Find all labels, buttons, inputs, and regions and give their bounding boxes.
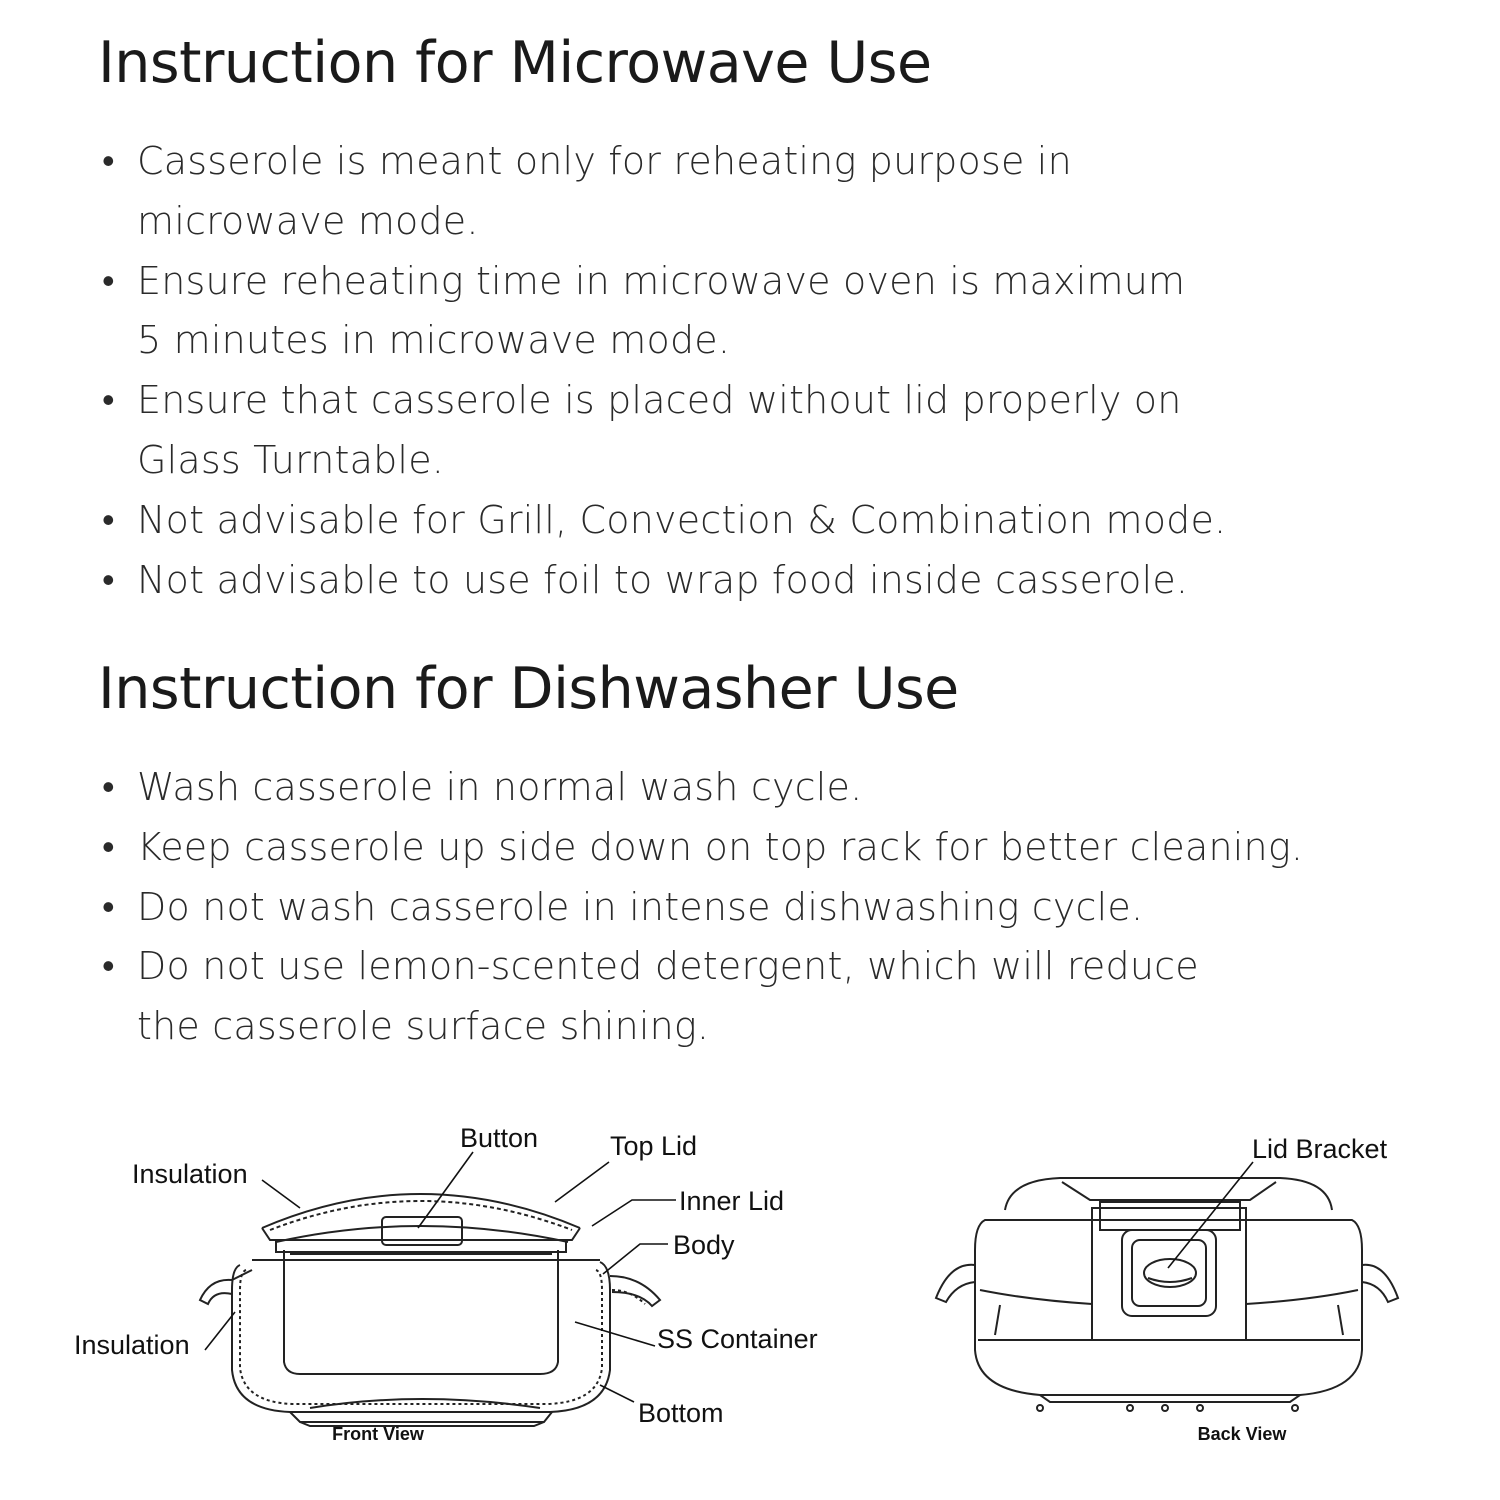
list-item: • Keep casserole up side down on top rack for better cleaning. <box>98 818 1398 878</box>
bullet-icon: • <box>102 559 115 601</box>
bullet-icon: • <box>102 141 115 182</box>
list-item: • Ensure that casserole is placed without lid properly on Glass Turntable. <box>98 371 1398 491</box>
back-view-caption: Back View <box>1197 1424 1287 1444</box>
front-view-drawing <box>200 1194 660 1426</box>
casserole-diagram <box>0 1090 1500 1490</box>
back-view-drawing <box>936 1178 1398 1411</box>
label-body: Body <box>673 1230 735 1260</box>
label-lid-bracket: Lid Bracket <box>1252 1134 1388 1164</box>
bullet-icon: • <box>102 260 115 302</box>
front-view-leader-lines <box>205 1152 676 1402</box>
list-item: • Not advisable for Grill, Convection & Combination mode. <box>98 491 1398 551</box>
bullet-icon: • <box>102 499 115 541</box>
microwave-instructions-list <box>98 132 1398 610</box>
label-insulation-top: Insulation <box>132 1159 248 1189</box>
label-insulation-side: Insulation <box>74 1330 190 1360</box>
label-bottom: Bottom <box>638 1398 724 1428</box>
list-item: • Do not use lemon-scented detergent, which will reduce the casserole surface shining. <box>98 937 1398 1057</box>
list-item: • Not advisable to use foil to wrap food inside casserole. <box>98 551 1398 611</box>
label-inner-lid: Inner Lid <box>679 1186 785 1216</box>
dishwasher-heading: Instruction for Dishwasher Use <box>98 656 959 722</box>
list-item: • Casserole is meant only for reheating purpose in microwave mode. <box>98 132 1398 252</box>
dishwasher-instructions-list <box>98 758 1398 1057</box>
bullet-icon: • <box>102 946 115 988</box>
bullet-icon: • <box>102 380 115 422</box>
bullet-icon: • <box>102 826 115 868</box>
bullet-icon: • <box>102 767 115 808</box>
label-ss-container: SS Container <box>657 1324 818 1354</box>
front-view-caption: Front View <box>332 1424 424 1444</box>
list-item: • Wash casserole in normal wash cycle. <box>98 758 1398 818</box>
label-top-lid: Top Lid <box>610 1131 698 1161</box>
label-button: Button <box>460 1123 539 1153</box>
bullet-icon: • <box>102 886 115 928</box>
microwave-heading: Instruction for Microwave Use <box>98 30 932 96</box>
list-item: • Do not wash casserole in intense dishwashing cycle. <box>98 878 1398 938</box>
list-item: • Ensure reheating time in microwave oven is maximum 5 minutes in microwave mode. <box>98 252 1398 372</box>
